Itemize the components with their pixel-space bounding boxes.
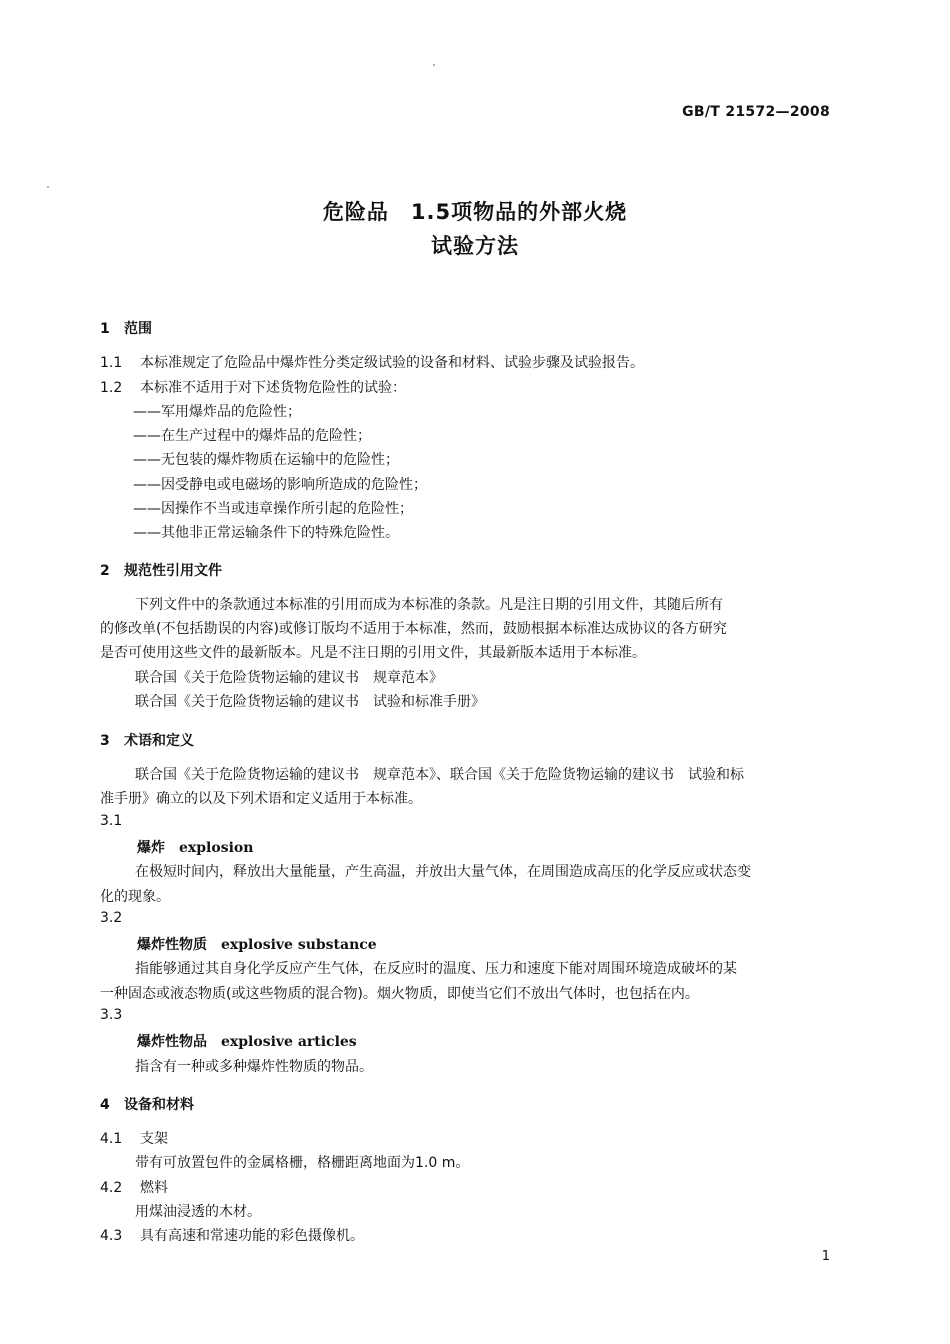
list-item: ——其他非正常运输条件下的特殊危险性。	[133, 525, 399, 541]
section-3-heading	[100, 730, 194, 750]
paragraph-line: 下列文件中的条款通过本标准的引用而成为本标准的条款。凡是注日期的引用文件，其随后所有	[135, 597, 723, 613]
title-line-1: 危险品 1.5项物品的外部火烧	[322, 200, 628, 224]
title-line-2: 试验方法	[431, 234, 519, 258]
clause-title: 支架	[140, 1131, 168, 1147]
term-cn: 爆炸性物品	[137, 1034, 207, 1050]
term-number: 3.2	[100, 910, 123, 926]
clause-text: 本标准规定了危险品中爆炸性分类定级试验的设备和材料、试验步骤及试验报告。	[140, 355, 644, 371]
section-title: 范围	[124, 321, 152, 337]
page-number: 1	[821, 1249, 830, 1264]
list-item: ——在生产过程中的爆炸品的危险性；	[133, 428, 371, 444]
term-heading	[137, 1031, 357, 1051]
term-cn: 爆炸	[137, 840, 165, 856]
reference-1: 联合国《关于危险货物运输的建议书 规章范本》	[135, 670, 443, 686]
definition-line: 指含有一种或多种爆炸性物质的物品。	[135, 1059, 373, 1075]
term-number: 3.3	[100, 1007, 123, 1023]
section-title: 设备和材料	[124, 1097, 194, 1113]
reference-2: 联合国《关于危险货物运输的建议书 试验和标准手册》	[135, 694, 485, 710]
section-number: 3	[100, 733, 110, 749]
paragraph-line: 联合国《关于危险货物运输的建议书 规章范本》、联合国《关于危险货物运输的建议书 试验和标	[135, 767, 744, 783]
section-title: 术语和定义	[124, 733, 194, 749]
clause-text: 具有高速和常速功能的彩色摄像机。	[140, 1228, 364, 1244]
paragraph-line: 的修改单(不包括勘误的内容)或修订版均不适用于本标准，然而，鼓励根据本标准达成协议的各方研究	[100, 621, 727, 637]
clause-4-2	[100, 1177, 168, 1197]
paragraph-line: 是否可使用这些文件的最新版本。凡是不注日期的引用文件，其最新版本适用于本标准。	[100, 645, 646, 661]
paragraph-line: 准手册》确立的以及下列术语和定义适用于本标准。	[100, 791, 422, 807]
list-item: ——军用爆炸品的危险性；	[133, 404, 301, 420]
term-heading	[137, 837, 253, 857]
clause-text: 本标准不适用于对下述货物危险性的试验：	[140, 380, 406, 396]
clause-title: 燃料	[140, 1180, 168, 1196]
standard-number: GB/T 21572—2008	[682, 104, 830, 120]
clause-1-2	[100, 377, 406, 397]
definition-line: 指能够通过其自身化学反应产生气体，在反应时的温度、压力和速度下能对周围环境造成破坏的某	[135, 961, 737, 977]
clause-number: 4.2	[100, 1180, 123, 1196]
clause-1-1	[100, 352, 644, 372]
term-en: explosive substance	[221, 937, 377, 953]
term-en: explosive articles	[221, 1034, 357, 1050]
section-4-heading	[100, 1094, 194, 1114]
definition-line: 在极短时间内，释放出大量能量，产生高温，并放出大量气体，在周围造成高压的化学反应或状态变	[135, 864, 751, 880]
term-cn: 爆炸性物质	[137, 937, 207, 953]
section-1-heading	[100, 318, 152, 338]
term-heading	[137, 934, 377, 954]
list-item: ——因操作不当或违章操作所引起的危险性；	[133, 501, 413, 517]
section-title: 规范性引用文件	[124, 563, 222, 579]
term-number: 3.1	[100, 813, 123, 829]
section-number: 2	[100, 563, 110, 579]
list-item: ——无包装的爆炸物质在运输中的危险性；	[133, 452, 399, 468]
clause-4-1	[100, 1128, 168, 1148]
clause-number: 1.2	[100, 380, 123, 396]
definition-line: 一种固态或液态物质(或这些物质的混合物)。烟火物质，即使当它们不放出气体时，也包括在内。	[100, 986, 699, 1002]
scan-speck	[47, 186, 49, 188]
section-number: 4	[100, 1097, 110, 1113]
clause-4-3	[100, 1225, 364, 1245]
clause-number: 1.1	[100, 355, 123, 371]
definition-line: 化的现象。	[100, 889, 170, 905]
section-number: 1	[100, 321, 110, 337]
term-en: explosion	[179, 840, 254, 856]
clause-number: 4.1	[100, 1131, 123, 1147]
clause-text: 带有可放置包件的金属格栅，格栅距离地面为1.0 m。	[135, 1155, 470, 1171]
clause-text: 用煤油浸透的木材。	[135, 1204, 261, 1220]
section-2-heading	[100, 560, 222, 580]
list-item: ——因受静电或电磁场的影响所造成的危险性；	[133, 477, 427, 493]
scan-speck	[433, 64, 435, 66]
clause-number: 4.3	[100, 1228, 123, 1244]
